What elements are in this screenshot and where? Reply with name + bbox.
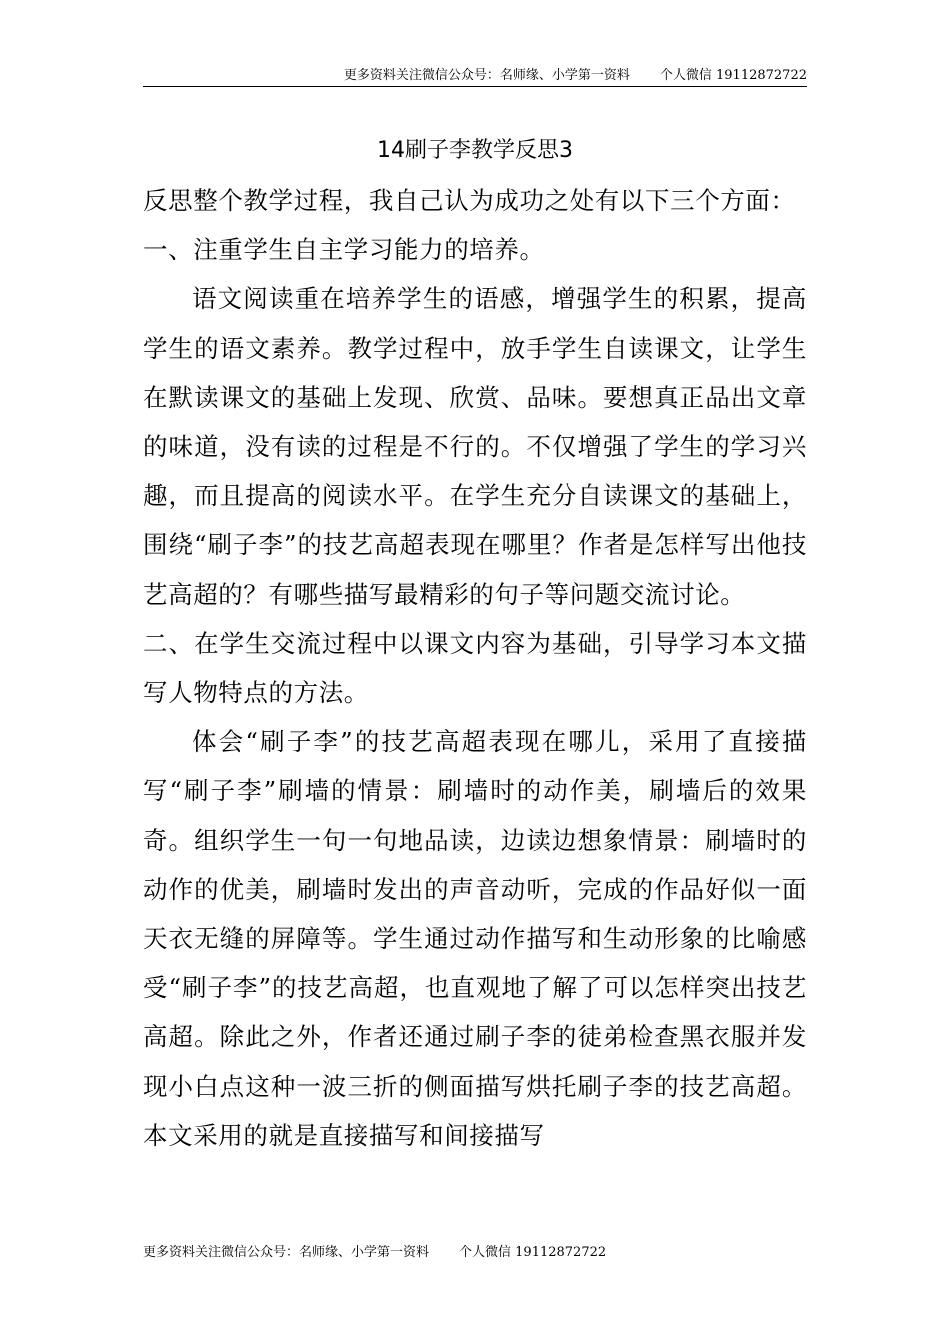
page-header [143, 66, 807, 87]
header-promo-text: 更多资料关注微信公众号：名师缘、小学第一资料 [343, 68, 630, 83]
document-body [143, 176, 807, 1160]
paragraph-intro: 反思整个教学过程，我自己认为成功之处有以下三个方面： [143, 186, 796, 215]
footer-contact-text: 个人微信 19112872722 [459, 1245, 607, 1260]
section-heading-2: 二、在学生交流过程中以课文内容为基础，引导学习本文描写人物特点的方法。 [143, 628, 807, 708]
document-title: 14刷子李教学反思3 [377, 138, 573, 163]
page-footer [143, 1243, 606, 1263]
footer-promo-text: 更多资料关注微信公众号：名师缘、小学第一资料 [143, 1245, 430, 1260]
paragraph-section-2: 体会“刷子李”的技艺高超表现在哪儿，采用了直接描写“刷子李”刷墙的情景：刷墙时的动作美，刷墙后的效果奇。组织学生一句一句地品读，边读边想象情景：刷墙时的动作的优美，刷墙时发出的声音动听，完成的作品好似一面天衣无缝的屏障等。学生通过动作描写和生动形象的比喻感受“刷子李”的技艺高超，也直观地了解了可以怎样突出技艺高超。除此之外，作者还通过刷子李的徒弟检查黑衣服并发现小白点这种一波三折的侧面描写烘托刷子李的技艺高超。本文采用的就是直接描写和间接描写 [143, 727, 807, 1150]
paragraph-section-1: 语文阅读重在培养学生的语感，增强学生的积累，提高学生的语文素养。教学过程中，放手学生自读课文，让学生在默读课文的基础上发现、欣赏、品味。要想真正品出文章的味道，没有读的过程是不行的。不仅增强了学生的学习兴趣，而且提高的阅读水平。在学生充分自读课文的基础上，围绕“刷子李”的技艺高超表现在哪里？作者是怎样写出他技艺高超的？有哪些描写最精彩的句子等问题交流讨论。 [143, 284, 807, 609]
section-heading-1: 一、注重学生自主学习能力的培养。 [143, 235, 545, 265]
header-contact-text: 个人微信 19112872722 [659, 68, 807, 83]
